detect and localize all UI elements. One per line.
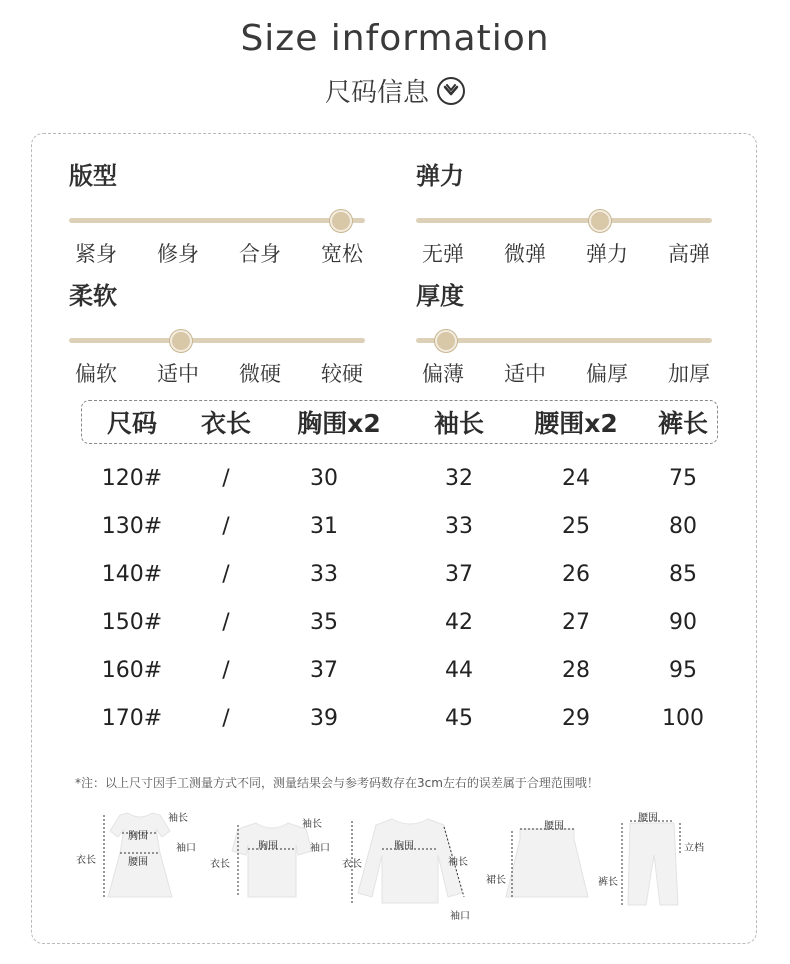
- column-header: 袖长: [433, 409, 485, 438]
- diagram-label: 裤长: [598, 877, 618, 888]
- attribute-option: 微硬: [239, 362, 281, 386]
- size-label: 120#: [101, 466, 163, 491]
- diagram-label: 胸围: [394, 841, 414, 852]
- attribute-track: [416, 218, 712, 223]
- diagram-label: 袖长: [302, 819, 322, 830]
- attribute-name: 弹力: [416, 162, 464, 190]
- attribute-indicator: [589, 210, 611, 232]
- column-header: 衣长: [200, 409, 252, 438]
- attribute-indicator: [435, 330, 457, 352]
- table-cell: 45: [445, 706, 473, 731]
- table-cell: /: [222, 610, 230, 635]
- column-header: 裤长: [657, 409, 709, 438]
- column-header: 胸围x2: [297, 409, 381, 438]
- diagram-label: 腰围: [638, 813, 658, 824]
- attribute-track: [69, 218, 365, 223]
- size-label: 130#: [101, 514, 163, 539]
- skirt-diagram: [482, 805, 612, 915]
- attribute-elasticity: [416, 156, 716, 266]
- attribute-option: 偏薄: [422, 362, 464, 386]
- diagram-label: 袖口: [450, 911, 470, 922]
- table-cell: 25: [562, 514, 590, 539]
- attribute-option: 微弹: [504, 242, 546, 266]
- table-cell: 90: [669, 610, 697, 635]
- diagram-label: 衣长: [342, 859, 362, 870]
- diagram-label: 胸围: [258, 841, 278, 852]
- table-cell: 27: [562, 610, 590, 635]
- attribute-option: 修身: [157, 242, 199, 266]
- diagram-label: 腰围: [128, 857, 148, 868]
- table-cell: 80: [669, 514, 697, 539]
- table-cell: 95: [669, 658, 697, 683]
- size-label: 160#: [101, 658, 163, 683]
- diagram-label: 袖口: [310, 843, 330, 854]
- column-header: 腰围x2: [534, 409, 618, 438]
- table-cell: 31: [310, 514, 338, 539]
- pants-icon: [596, 805, 726, 915]
- table-cell: 29: [562, 706, 590, 731]
- attribute-track: [69, 338, 365, 343]
- table-cell: /: [222, 466, 230, 491]
- attribute-option: 高弹: [668, 242, 710, 266]
- attribute-fit: [69, 156, 369, 266]
- size-table-header: [81, 400, 718, 444]
- attribute-option: 合身: [239, 242, 281, 266]
- diagram-label: 衣长: [210, 859, 230, 870]
- diagram-label: 腰围: [544, 821, 564, 832]
- table-cell: 37: [445, 562, 473, 587]
- table-cell: 85: [669, 562, 697, 587]
- attribute-option: 弹力: [586, 242, 628, 266]
- diagram-label: 立档: [684, 843, 704, 854]
- size-label: 170#: [101, 706, 163, 731]
- table-cell: 35: [310, 610, 338, 635]
- table-cell: 75: [669, 466, 697, 491]
- attribute-option: 加厚: [668, 362, 710, 386]
- table-cell: 32: [445, 466, 473, 491]
- table-cell: 33: [310, 562, 338, 587]
- table-cell: 30: [310, 466, 338, 491]
- column-header: 尺码: [106, 409, 158, 438]
- chevron-down-icon: [437, 77, 465, 105]
- diagram-label: 衣长: [76, 855, 96, 866]
- attribute-softness: [69, 276, 369, 386]
- table-cell: 24: [562, 466, 590, 491]
- table-cell: 28: [562, 658, 590, 683]
- attribute-option: 紧身: [75, 242, 117, 266]
- sweater-diagram: [340, 805, 480, 925]
- attribute-option: 无弹: [422, 242, 464, 266]
- attribute-option: 适中: [157, 362, 199, 386]
- table-cell: 44: [445, 658, 473, 683]
- attribute-name: 版型: [69, 162, 117, 190]
- pants-diagram: [596, 805, 726, 915]
- attribute-option: 偏软: [75, 362, 117, 386]
- attribute-name: 柔软: [69, 282, 117, 310]
- table-cell: 42: [445, 610, 473, 635]
- table-cell: /: [222, 514, 230, 539]
- attribute-option: 较硬: [321, 362, 363, 386]
- subtitle-text: 尺码信息: [324, 78, 429, 108]
- page-title: Size information: [240, 18, 550, 59]
- diagram-label: 袖长: [168, 813, 188, 824]
- attribute-option: 适中: [504, 362, 546, 386]
- attribute-thickness: [416, 276, 716, 386]
- attribute-option: 偏厚: [586, 362, 628, 386]
- diagram-label: 胸围: [128, 831, 148, 842]
- measurement-note: *注：以上尺寸因手工测量方式不同，测量结果会与参考码数存在3cm左右的误差属于合理范围哦！: [75, 776, 599, 790]
- size-label: 140#: [101, 562, 163, 587]
- attribute-name: 厚度: [416, 282, 464, 310]
- table-cell: /: [222, 706, 230, 731]
- table-cell: /: [222, 562, 230, 587]
- attribute-track: [416, 338, 712, 343]
- tshirt-diagram: [208, 805, 338, 915]
- diagram-label: 袖长: [448, 857, 468, 868]
- table-cell: 39: [310, 706, 338, 731]
- attribute-option: 宽松: [321, 242, 363, 266]
- diagram-label: 袖口: [176, 843, 196, 854]
- table-cell: 100: [662, 706, 704, 731]
- diagram-label: 裙长: [486, 875, 506, 886]
- table-cell: 33: [445, 514, 473, 539]
- table-cell: /: [222, 658, 230, 683]
- table-cell: 26: [562, 562, 590, 587]
- size-label: 150#: [101, 610, 163, 635]
- dress-diagram: [70, 805, 210, 915]
- page-subtitle: [0, 72, 790, 109]
- table-cell: 37: [310, 658, 338, 683]
